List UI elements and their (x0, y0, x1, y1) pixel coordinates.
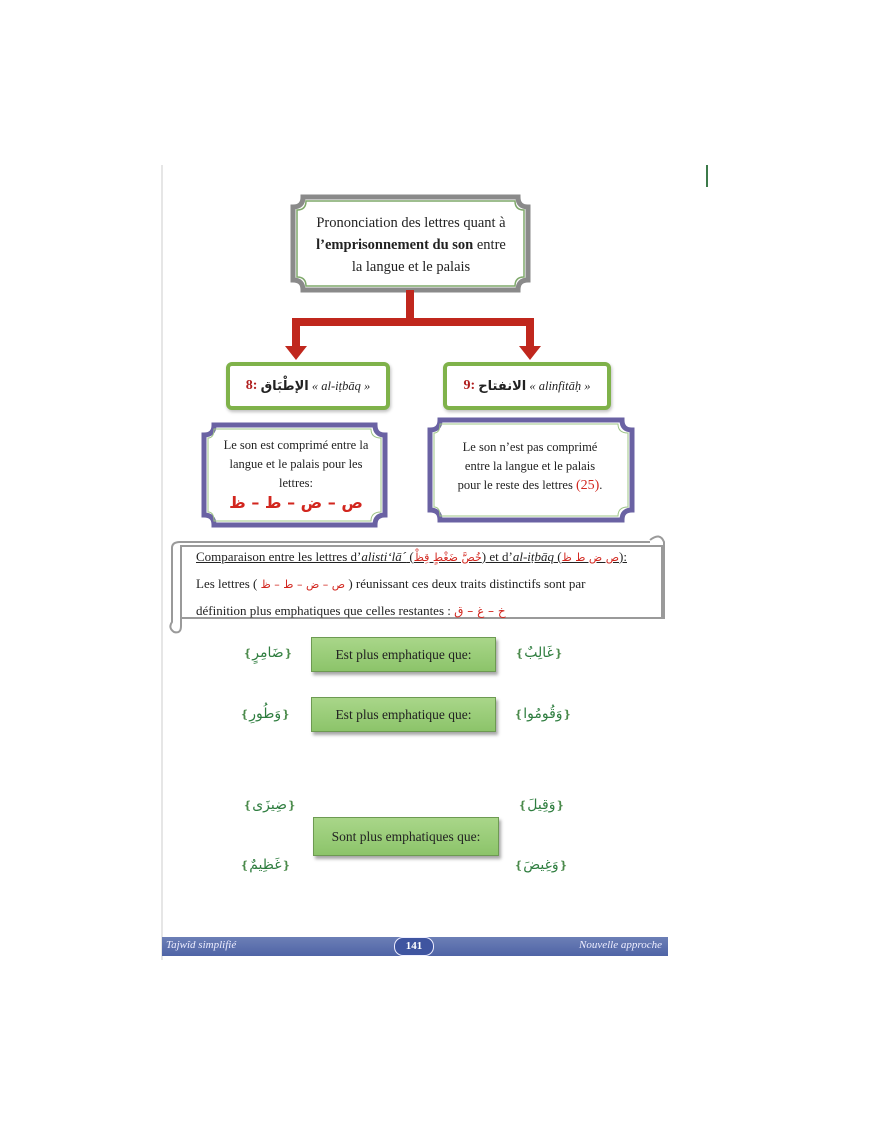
title-line-1: Prononciation des lettres quant à (316, 215, 506, 231)
page-number: 141 (394, 937, 434, 956)
infitah-description (440, 438, 620, 495)
itbaq-letters: ص – ض – ط – ظ (229, 493, 363, 512)
itbaq-arabic: الإطْبَاق (260, 378, 309, 394)
itbaq-description (216, 436, 376, 512)
istila-letters: خُصَّ ضَغْطٍ قِظْ (413, 551, 482, 564)
comparison-line-1 (196, 544, 666, 571)
infitah-desc-period: . (599, 478, 603, 492)
footer-book-title: Tajwîd simplifié (166, 939, 237, 951)
emphasis-label-3: Sont plus emphatiques que: (313, 817, 499, 856)
infitah-translit: « alinfitāḥ » (529, 378, 591, 393)
word-waqila: وَقِيلَ (527, 797, 556, 813)
emphatic-letters: ص – ض – ط – ظ (260, 578, 346, 591)
example-word-2-right: ❴وَقُومُوا❵ (514, 706, 572, 722)
emphasis-label-1: Est plus emphatique que: (311, 637, 496, 672)
infitah-desc-line-2: entre la langue et le palais (464, 459, 596, 473)
itbaq-heading-box (226, 362, 390, 410)
title-box (296, 212, 526, 278)
comparison-mid: ) et d’ (481, 549, 513, 564)
comparison-line-2-prefix: Les lettres ( (196, 576, 261, 591)
itbaq-desc-line-2: langue et le palais pour les (229, 457, 363, 471)
footer-subtitle: Nouvelle approche (579, 939, 662, 951)
word-damir: ضَامِرٍ (252, 645, 284, 661)
comparison-heading (196, 549, 627, 564)
title-emphasis: l’emprisonnement du son (316, 237, 474, 253)
example-word-1-right: ❴غَالِبٌ❵ (515, 645, 564, 661)
example-word-1-left: ❴ضَامِرٍ❵ (243, 645, 293, 661)
example-word-4-left: ❴غَظِيمٌ❵ (240, 857, 291, 873)
comparison-close: ): (619, 549, 627, 564)
infitah-desc-line-3-text: pour le reste des lettres (457, 478, 573, 492)
title-line-2-rest: entre (473, 237, 506, 253)
page-footer (162, 937, 668, 956)
infitah-number: 9: (463, 378, 476, 393)
comparison-line-3-prefix: définition plus emphatiques que celles restantes : (196, 603, 455, 618)
itbaq-number: 8: (245, 378, 258, 393)
comparison-line-2 (196, 571, 666, 598)
word-ghazim: غَظِيمٌ (249, 857, 282, 873)
word-waghida: وَغِيضَ (523, 857, 559, 873)
infitah-heading-box (443, 362, 611, 410)
infitah-desc-line-3 (440, 476, 620, 495)
itbaq-term: al-iṭbāq (512, 549, 554, 564)
word-ghalib: غَالِبٌ (524, 645, 554, 661)
infitah-arabic: الانفتاح (478, 378, 527, 394)
comparison-prefix: Comparaison entre les lettres d’ (196, 549, 362, 564)
itbaq-desc-line-1: Le son est comprimé entre la (223, 438, 369, 452)
itbaq-letters-inline: ص ض ط ظ (561, 551, 620, 564)
title-line-3: la langue et le palais (351, 259, 471, 275)
example-word-2-left: ❴وَطُورِ❵ (240, 706, 291, 722)
remaining-letters: خ – غ – ق (454, 604, 506, 618)
itbaq-desc-line-3: lettres: (278, 476, 313, 490)
example-word-4-right: ❴وَغِيضَ❵ (514, 857, 568, 873)
example-word-3-right: ❴وَقِيلَ❵ (518, 797, 565, 813)
comparison-line-2-suffix: ) réunissant ces deux traits distinctifs sont par (345, 576, 586, 591)
comparison-line-3 (196, 598, 666, 624)
word-dizaa: ضِيزَى (252, 797, 288, 813)
word-waqumu: وَقُومُوا (523, 706, 563, 722)
itbaq-translit: « al-iṭbāq » (311, 378, 371, 393)
istila-term: alisti‘lā´ (361, 549, 407, 564)
comparison-open: ( (406, 549, 414, 564)
connector-arrows (285, 290, 541, 360)
infitah-letter-count: (25) (575, 478, 600, 493)
comparison-open-2: ( (554, 549, 562, 564)
word-watur: وَطُورِ (249, 706, 282, 722)
comparison-paragraph (196, 544, 666, 624)
title-line-2 (296, 234, 526, 256)
infitah-desc-line-1: Le son n’est pas comprimé (462, 440, 598, 454)
emphasis-label-2: Est plus emphatique que: (311, 697, 496, 732)
example-word-3-left: ❴ضِيزَى❵ (243, 797, 297, 813)
